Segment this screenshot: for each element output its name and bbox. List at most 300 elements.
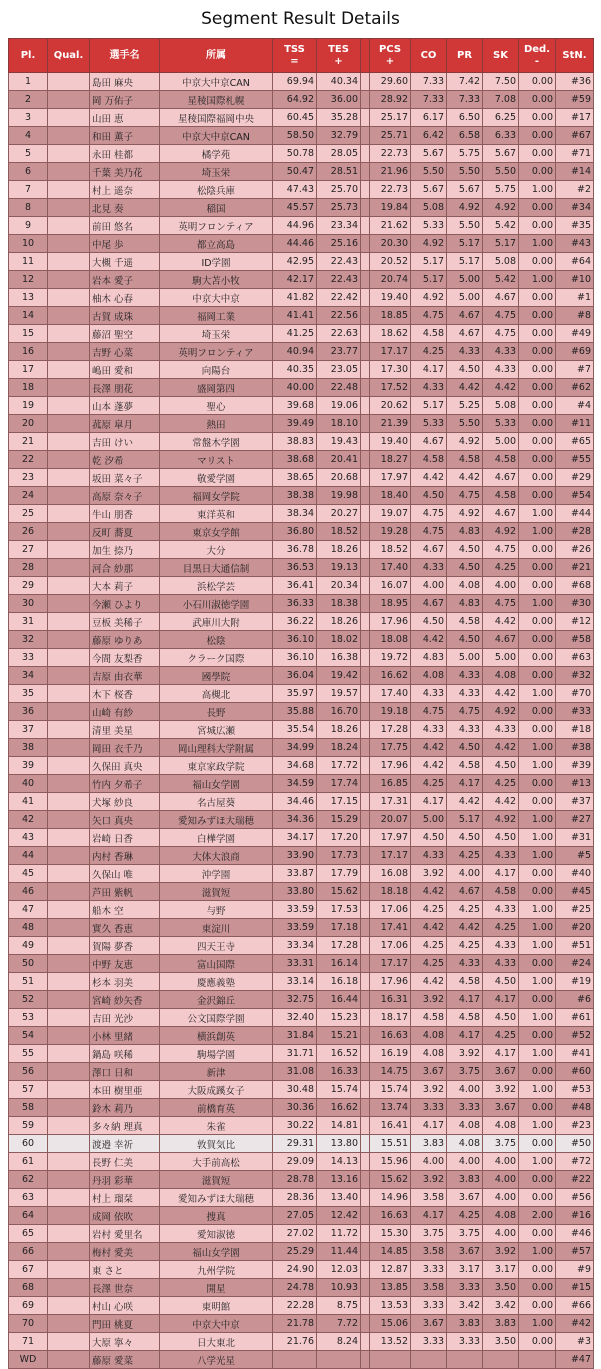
cell-stn: #39: [556, 757, 594, 775]
cell-pr: 4.50: [447, 361, 483, 379]
cell-tss: 21.76: [273, 1333, 317, 1351]
cell-tes: 22.43: [317, 253, 361, 271]
cell-tss: 69.94: [273, 73, 317, 91]
cell-stn: #31: [556, 829, 594, 847]
cell-tss: 36.80: [273, 523, 317, 541]
table-row: [9, 1189, 594, 1207]
cell-pcs: 20.30: [370, 235, 411, 253]
cell-ded: [519, 1351, 556, 1369]
cell-qual: [48, 1279, 90, 1297]
header-name: 選手名: [90, 39, 160, 73]
cell-sk: 3.92: [483, 1081, 519, 1099]
cell-tss: 30.48: [273, 1081, 317, 1099]
cell-skater-name: 牛山 朋香: [90, 505, 160, 523]
cell-stn: #6: [556, 991, 594, 1009]
cell-tss: 64.92: [273, 91, 317, 109]
cell-sk: 5.42: [483, 271, 519, 289]
cell-pcs: 19.28: [370, 523, 411, 541]
cell-place: 57: [9, 1081, 48, 1099]
cell-ded: 0.00: [519, 1261, 556, 1279]
cell-tes: 15.21: [317, 1027, 361, 1045]
table-row: [9, 739, 594, 757]
cell-qual: [48, 433, 90, 451]
cell-qual: [48, 469, 90, 487]
cell-place: 7: [9, 181, 48, 199]
cell-pcs: 28.92: [370, 91, 411, 109]
cell-place: 46: [9, 883, 48, 901]
table-row: [9, 955, 594, 973]
cell-qual: [48, 1081, 90, 1099]
cell-place: 6: [9, 163, 48, 181]
cell-skater-name: 渡邉 幸祈: [90, 1135, 160, 1153]
cell-sk: 5.33: [483, 415, 519, 433]
cell-co: 3.75: [411, 1225, 447, 1243]
cell-sk: 5.50: [483, 163, 519, 181]
cell-pcs: 19.84: [370, 199, 411, 217]
cell-spacer: [361, 1153, 370, 1171]
cell-spacer: [361, 469, 370, 487]
cell-tss: 24.78: [273, 1279, 317, 1297]
cell-stn: #36: [556, 73, 594, 91]
cell-stn: #32: [556, 667, 594, 685]
cell-qual: [48, 901, 90, 919]
cell-club: 福山女学園: [160, 1243, 273, 1261]
cell-qual: [48, 397, 90, 415]
cell-tss: 33.59: [273, 901, 317, 919]
cell-tes: 11.72: [317, 1225, 361, 1243]
cell-tss: 34.17: [273, 829, 317, 847]
cell-stn: #12: [556, 613, 594, 631]
cell-pr: 7.33: [447, 91, 483, 109]
cell-qual: [48, 721, 90, 739]
cell-club: 捜真: [160, 1207, 273, 1225]
table-row: [9, 235, 594, 253]
cell-skater-name: 村山 心咲: [90, 1297, 160, 1315]
cell-stn: #29: [556, 469, 594, 487]
cell-tss: 36.04: [273, 667, 317, 685]
cell-co: 5.17: [411, 253, 447, 271]
cell-club: 開星: [160, 1279, 273, 1297]
cell-sk: 4.17: [483, 991, 519, 1009]
cell-club: 朱雀: [160, 1117, 273, 1135]
cell-spacer: [361, 379, 370, 397]
cell-stn: #8: [556, 307, 594, 325]
cell-pr: 4.50: [447, 541, 483, 559]
cell-club: 松陰兵庫: [160, 181, 273, 199]
cell-pcs: 19.40: [370, 433, 411, 451]
cell-co: 4.67: [411, 595, 447, 613]
cell-pr: 4.42: [447, 379, 483, 397]
cell-ded: 0.00: [519, 307, 556, 325]
cell-pr: 4.25: [447, 937, 483, 955]
cell-tss: 27.05: [273, 1207, 317, 1225]
cell-co: 3.33: [411, 1261, 447, 1279]
cell-tes: 15.29: [317, 811, 361, 829]
cell-sk: 4.50: [483, 829, 519, 847]
cell-place: 24: [9, 487, 48, 505]
cell-tss: 39.68: [273, 397, 317, 415]
cell-ded: 0.00: [519, 1099, 556, 1117]
cell-tes: 20.34: [317, 577, 361, 595]
cell-skater-name: 成岡 依吹: [90, 1207, 160, 1225]
cell-qual: [48, 1099, 90, 1117]
cell-sk: 4.50: [483, 757, 519, 775]
cell-skater-name: 本田 樹里亜: [90, 1081, 160, 1099]
cell-qual: [48, 559, 90, 577]
cell-place: 9: [9, 217, 48, 235]
cell-stn: #45: [556, 883, 594, 901]
cell-ded: 0.00: [519, 991, 556, 1009]
cell-pr: 4.33: [447, 343, 483, 361]
cell-sk: [483, 1351, 519, 1369]
table-row: [9, 1081, 594, 1099]
cell-qual: [48, 865, 90, 883]
table-row: [9, 757, 594, 775]
cell-sk: 4.58: [483, 451, 519, 469]
table-row: [9, 199, 594, 217]
cell-sk: 3.50: [483, 1279, 519, 1297]
cell-club: マリスト: [160, 451, 273, 469]
cell-skater-name: 菰原 皐月: [90, 415, 160, 433]
cell-spacer: [361, 883, 370, 901]
cell-club: 大手前高松: [160, 1153, 273, 1171]
cell-spacer: [361, 1243, 370, 1261]
cell-co: 4.42: [411, 757, 447, 775]
cell-pr: 4.42: [447, 919, 483, 937]
cell-stn: #22: [556, 1171, 594, 1189]
header-pr: PR: [447, 39, 483, 73]
header-stn: StN.: [556, 39, 594, 73]
cell-ded: 0.00: [519, 577, 556, 595]
cell-sk: 3.17: [483, 1261, 519, 1279]
cell-club: 盛岡第四: [160, 379, 273, 397]
cell-tss: 36.10: [273, 649, 317, 667]
cell-place: 16: [9, 343, 48, 361]
cell-pcs: 13.53: [370, 1297, 411, 1315]
cell-co: 4.67: [411, 541, 447, 559]
cell-qual: [48, 451, 90, 469]
cell-tss: 39.49: [273, 415, 317, 433]
cell-co: 3.67: [411, 1315, 447, 1333]
cell-place: 31: [9, 613, 48, 631]
cell-place: 13: [9, 289, 48, 307]
cell-spacer: [361, 109, 370, 127]
cell-co: 4.67: [411, 433, 447, 451]
cell-qual: [48, 1243, 90, 1261]
cell-pr: 4.33: [447, 955, 483, 973]
cell-co: 4.33: [411, 685, 447, 703]
table-row: [9, 415, 594, 433]
cell-skater-name: 反町 蕎夏: [90, 523, 160, 541]
cell-sk: 5.00: [483, 433, 519, 451]
cell-pcs: 18.08: [370, 631, 411, 649]
table-row: [9, 703, 594, 721]
cell-pcs: 18.27: [370, 451, 411, 469]
cell-club: 福岡工業: [160, 307, 273, 325]
cell-club: 松陰: [160, 631, 273, 649]
cell-pr: 4.67: [447, 325, 483, 343]
cell-skater-name: 杉本 羽美: [90, 973, 160, 991]
cell-qual: [48, 1117, 90, 1135]
cell-skater-name: 賀陽 夢香: [90, 937, 160, 955]
cell-club: 滋賀短: [160, 1171, 273, 1189]
cell-spacer: [361, 685, 370, 703]
cell-qual: [48, 1045, 90, 1063]
cell-pr: 5.50: [447, 415, 483, 433]
table-row: [9, 919, 594, 937]
cell-sk: 5.08: [483, 253, 519, 271]
cell-spacer: [361, 793, 370, 811]
cell-qual: [48, 109, 90, 127]
cell-pcs: 17.31: [370, 793, 411, 811]
cell-club: 小石川淑徳学園: [160, 595, 273, 613]
cell-co: 4.25: [411, 937, 447, 955]
table-row: [9, 73, 594, 91]
cell-place: 22: [9, 451, 48, 469]
cell-place: 47: [9, 901, 48, 919]
cell-tss: 35.88: [273, 703, 317, 721]
header-co: CO: [411, 39, 447, 73]
cell-qual: [48, 1333, 90, 1351]
cell-place: 43: [9, 829, 48, 847]
table-row: [9, 487, 594, 505]
table-row: [9, 253, 594, 271]
cell-spacer: [361, 217, 370, 235]
table-row: [9, 865, 594, 883]
cell-place: 64: [9, 1207, 48, 1225]
cell-stn: #37: [556, 793, 594, 811]
cell-spacer: [361, 1351, 370, 1369]
cell-tes: 13.80: [317, 1135, 361, 1153]
cell-tss: 35.54: [273, 721, 317, 739]
cell-pcs: 13.52: [370, 1333, 411, 1351]
cell-sk: 4.75: [483, 595, 519, 613]
cell-tes: 20.41: [317, 451, 361, 469]
cell-place: 48: [9, 919, 48, 937]
table-row: [9, 631, 594, 649]
cell-ded: 1.00: [519, 739, 556, 757]
cell-co: 4.08: [411, 1045, 447, 1063]
cell-tes: 17.20: [317, 829, 361, 847]
cell-tes: 16.18: [317, 973, 361, 991]
cell-pcs: 17.17: [370, 847, 411, 865]
cell-sk: 4.67: [483, 289, 519, 307]
cell-pr: 4.08: [447, 1135, 483, 1153]
cell-club: 愛知淑徳: [160, 1225, 273, 1243]
cell-pcs: 17.75: [370, 739, 411, 757]
cell-tes: 17.79: [317, 865, 361, 883]
cell-co: 5.17: [411, 271, 447, 289]
cell-stn: #11: [556, 415, 594, 433]
cell-club: 八学光星: [160, 1351, 273, 1369]
cell-pr: 3.83: [447, 1315, 483, 1333]
cell-skater-name: 乾 汐希: [90, 451, 160, 469]
cell-tss: 50.78: [273, 145, 317, 163]
cell-place: 23: [9, 469, 48, 487]
cell-sk: 4.00: [483, 1189, 519, 1207]
cell-co: 4.08: [411, 667, 447, 685]
cell-pr: 4.92: [447, 433, 483, 451]
cell-co: 4.42: [411, 469, 447, 487]
cell-club: 愛知みずほ大瑞穂: [160, 1189, 273, 1207]
header-ded: Ded. -: [519, 39, 556, 73]
cell-club: 白樺学園: [160, 829, 273, 847]
cell-club: 敬愛学園: [160, 469, 273, 487]
cell-place: 12: [9, 271, 48, 289]
header-club: 所属: [160, 39, 273, 73]
cell-pcs: 16.19: [370, 1045, 411, 1063]
cell-tes: 18.26: [317, 613, 361, 631]
cell-club: 都立高島: [160, 235, 273, 253]
cell-club: 埼玉栄: [160, 163, 273, 181]
cell-sk: 4.75: [483, 325, 519, 343]
cell-co: 4.58: [411, 451, 447, 469]
cell-spacer: [361, 667, 370, 685]
cell-pcs: 29.60: [370, 73, 411, 91]
cell-stn: #34: [556, 199, 594, 217]
cell-ded: 0.00: [519, 469, 556, 487]
cell-co: [411, 1351, 447, 1369]
cell-place: WD: [9, 1351, 48, 1369]
cell-pr: 4.25: [447, 901, 483, 919]
cell-place: 14: [9, 307, 48, 325]
cell-ded: 0.00: [519, 397, 556, 415]
cell-co: 4.42: [411, 919, 447, 937]
cell-qual: [48, 973, 90, 991]
cell-qual: [48, 649, 90, 667]
cell-pcs: 18.17: [370, 1009, 411, 1027]
cell-co: 3.92: [411, 1171, 447, 1189]
cell-club: 与野: [160, 901, 273, 919]
cell-skater-name: 岩村 愛里名: [90, 1225, 160, 1243]
cell-pr: 3.33: [447, 1099, 483, 1117]
cell-pcs: 18.62: [370, 325, 411, 343]
cell-tss: 32.75: [273, 991, 317, 1009]
cell-pr: 3.83: [447, 1171, 483, 1189]
cell-tss: 33.80: [273, 883, 317, 901]
cell-place: 65: [9, 1225, 48, 1243]
cell-tss: 33.87: [273, 865, 317, 883]
header-sk: SK: [483, 39, 519, 73]
cell-spacer: [361, 1171, 370, 1189]
cell-qual: [48, 1207, 90, 1225]
cell-co: 5.17: [411, 397, 447, 415]
cell-skater-name: 東 さと: [90, 1261, 160, 1279]
table-row: [9, 217, 594, 235]
table-row: [9, 1045, 594, 1063]
table-row: [9, 343, 594, 361]
cell-co: 4.00: [411, 577, 447, 595]
cell-skater-name: 船木 空: [90, 901, 160, 919]
cell-tss: 36.33: [273, 595, 317, 613]
table-row: [9, 163, 594, 181]
cell-ded: 1.00: [519, 1153, 556, 1171]
cell-stn: #53: [556, 1081, 594, 1099]
table-row: [9, 991, 594, 1009]
cell-pcs: 17.96: [370, 757, 411, 775]
cell-co: 3.67: [411, 1063, 447, 1081]
cell-place: 71: [9, 1333, 48, 1351]
cell-spacer: [361, 1315, 370, 1333]
cell-tes: 13.40: [317, 1189, 361, 1207]
cell-club: 英明フロンティア: [160, 217, 273, 235]
cell-tes: 23.77: [317, 343, 361, 361]
cell-club: 敦賀気比: [160, 1135, 273, 1153]
cell-spacer: [361, 1081, 370, 1099]
cell-pcs: 17.52: [370, 379, 411, 397]
cell-pcs: 12.87: [370, 1261, 411, 1279]
cell-club: 中京大中京: [160, 289, 273, 307]
cell-spacer: [361, 271, 370, 289]
cell-ded: 1.00: [519, 595, 556, 613]
cell-co: 7.33: [411, 73, 447, 91]
cell-stn: #38: [556, 739, 594, 757]
cell-sk: 7.08: [483, 91, 519, 109]
cell-sk: 3.67: [483, 1063, 519, 1081]
cell-tes: 10.93: [317, 1279, 361, 1297]
cell-skater-name: 長野 仁美: [90, 1153, 160, 1171]
cell-tes: 17.18: [317, 919, 361, 937]
cell-co: 4.25: [411, 343, 447, 361]
cell-tes: 23.05: [317, 361, 361, 379]
cell-stn: #62: [556, 379, 594, 397]
cell-sk: 5.08: [483, 397, 519, 415]
table-row: [9, 1207, 594, 1225]
cell-skater-name: 内村 香琳: [90, 847, 160, 865]
cell-club: 聖心: [160, 397, 273, 415]
cell-ded: 2.00: [519, 1207, 556, 1225]
cell-ded: 0.00: [519, 1135, 556, 1153]
cell-pr: 4.33: [447, 667, 483, 685]
cell-sk: 4.17: [483, 1045, 519, 1063]
cell-ded: 1.00: [519, 235, 556, 253]
cell-place: 44: [9, 847, 48, 865]
cell-tes: 17.74: [317, 775, 361, 793]
cell-tes: 15.74: [317, 1081, 361, 1099]
cell-place: 5: [9, 145, 48, 163]
cell-place: 42: [9, 811, 48, 829]
cell-pr: 4.33: [447, 721, 483, 739]
cell-qual: [48, 307, 90, 325]
cell-ded: 1.00: [519, 937, 556, 955]
cell-qual: [48, 757, 90, 775]
cell-stn: #2: [556, 181, 594, 199]
cell-tes: 18.24: [317, 739, 361, 757]
cell-sk: 4.17: [483, 865, 519, 883]
cell-skater-name: 村上 遥奈: [90, 181, 160, 199]
cell-pcs: 17.30: [370, 361, 411, 379]
cell-pr: 4.25: [447, 1207, 483, 1225]
cell-sk: 4.50: [483, 1009, 519, 1027]
cell-qual: [48, 937, 90, 955]
cell-club: 東淀川: [160, 919, 273, 937]
cell-pcs: 20.62: [370, 397, 411, 415]
table-row: [9, 451, 594, 469]
cell-stn: #59: [556, 91, 594, 109]
table-row: [9, 829, 594, 847]
cell-pr: 4.50: [447, 631, 483, 649]
cell-co: 4.58: [411, 1009, 447, 1027]
cell-ded: 1.00: [519, 1009, 556, 1027]
cell-stn: #3: [556, 1333, 594, 1351]
cell-tss: 34.99: [273, 739, 317, 757]
cell-place: 52: [9, 991, 48, 1009]
cell-tss: 44.96: [273, 217, 317, 235]
cell-place: 32: [9, 631, 48, 649]
cell-club: クラーク国際: [160, 649, 273, 667]
cell-spacer: [361, 397, 370, 415]
cell-stn: #64: [556, 253, 594, 271]
